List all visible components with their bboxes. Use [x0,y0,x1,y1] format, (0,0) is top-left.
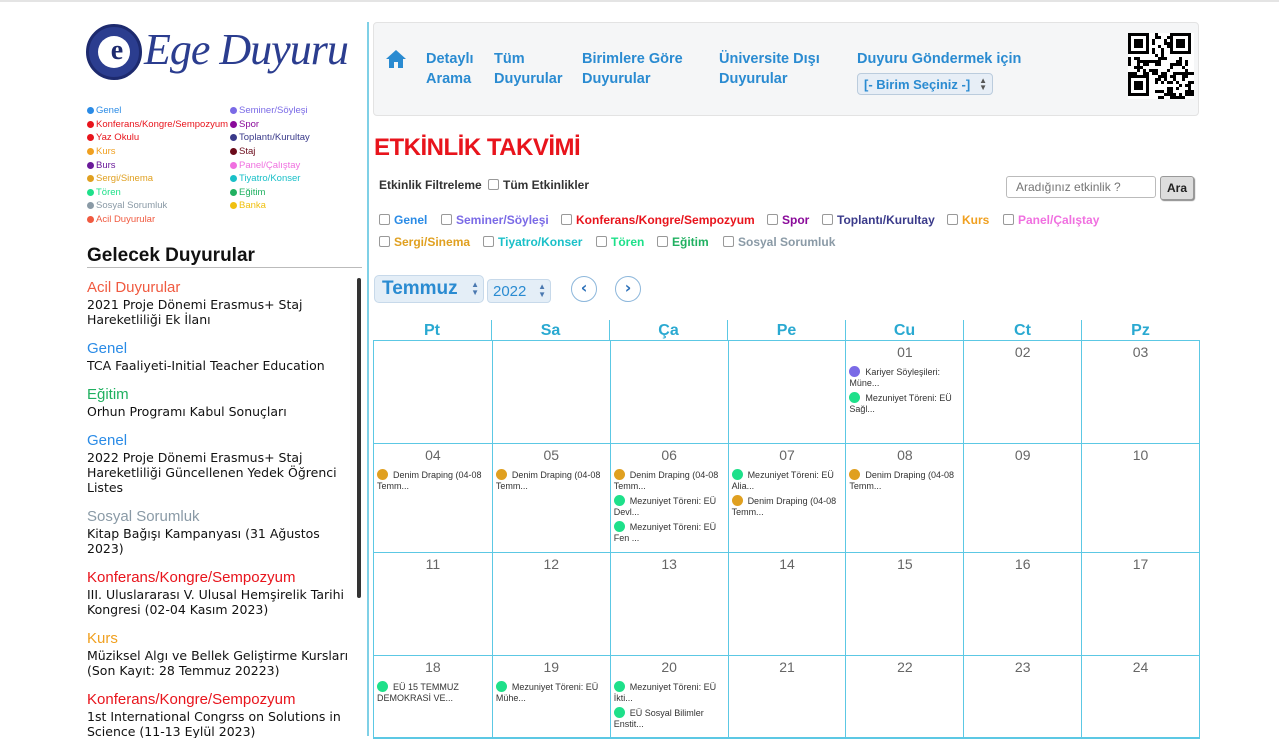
event-dot-icon [614,469,625,480]
legend-dot-icon [87,148,94,155]
event-dot-icon [732,495,743,506]
year-select[interactable]: 2022 ▲ ▼ [487,279,551,303]
day-number: 23 [1014,659,1031,675]
legend-dot-icon [87,189,94,196]
calendar-day[interactable] [610,553,728,656]
event-dot-icon [377,681,388,692]
next-month-button[interactable] [615,276,641,302]
legend-label: Banka [239,200,266,212]
legend-dot-icon [230,202,237,209]
calendar-grid [373,340,1200,739]
legend-label: Spor [239,118,260,130]
upcoming-item[interactable] [87,278,355,327]
upcoming-item[interactable] [87,568,355,617]
upcoming-text[interactable]: TCA Faaliyeti-Initial Teacher Education [87,358,325,373]
legend-item[interactable] [87,145,228,159]
page-title: ETKİNLİK TAKVİMİ [374,134,581,161]
calendar-day[interactable] [728,553,846,656]
event-dot-icon [496,681,507,692]
event-title: Denim Draping (04-08 [865,470,954,480]
calendar-day[interactable] [610,656,728,738]
event-title-cont: Fen ... [613,533,640,543]
upcoming-list [87,278,355,738]
calendar-day[interactable] [610,444,728,553]
category-filter-label: Toplantı/Kurultay [837,213,935,227]
event-title: Denim Draping (04-08 [511,470,601,480]
day-number: 24 [1132,659,1149,675]
legend-label: Acil Duyurular [96,214,156,226]
day-number [493,341,610,363]
legend-item[interactable] [230,118,310,132]
event-dot-icon [849,366,860,377]
all-events-checkbox[interactable]: Tüm Etkinlikler [488,178,589,192]
checkbox-icon[interactable] [441,214,452,225]
calendar-empty-cell [728,341,846,444]
category-filter[interactable] [947,213,989,227]
upcoming-text[interactable]: III. Uluslararası V. Ulusal Hemşirelik Tarihi Kongresi (02-04 Kasım 2023) [87,587,345,617]
event-title-cont: DEMOKRASİ VE... [377,693,454,703]
legend-label: Konferans/Kongre/Sempozyum [96,118,229,130]
calendar-event[interactable] [611,704,728,730]
day-of-week: Pt [424,322,440,339]
event-title-cont: İkti... [613,693,633,703]
calendar-day[interactable] [1081,341,1199,444]
category-filter[interactable] [483,235,582,249]
event-title-cont: Devl... [613,507,640,517]
legend-item[interactable] [87,118,228,132]
event-dot-icon [849,392,860,403]
day-number: 05 [543,447,560,463]
event-title: Mezuniyet Töreni: EÜ [747,470,834,480]
home-icon[interactable] [385,49,407,69]
upcoming-item[interactable] [87,507,355,556]
calendar-day[interactable] [963,553,1081,656]
calendar-event[interactable] [611,492,728,518]
day-of-week: Ct [963,320,1081,340]
legend-item[interactable] [87,199,228,213]
upcoming-category[interactable]: Acil Duyurular [87,279,181,296]
category-filter[interactable] [657,235,709,249]
checkbox-icon[interactable] [379,236,390,247]
day-number: 22 [897,659,913,675]
checkbox-icon[interactable] [767,214,778,225]
upcoming-item[interactable] [87,385,355,419]
legend-dot-icon [87,107,94,114]
category-filter-label: Seminer/Söyleşi [456,213,549,227]
day-number: 11 [425,556,441,572]
calendar-header [373,320,1200,340]
legend-item[interactable] [87,172,228,186]
event-title: Denim Draping (04-08 [629,470,719,480]
category-filter-label: Spor [782,213,810,227]
category-filter[interactable] [822,213,935,227]
event-dot-icon [614,495,625,506]
legend-dot-icon [230,162,237,169]
legend-label: Toplantı/Kurultay [239,132,310,144]
calendar-day[interactable] [845,656,963,738]
checkbox-icon[interactable] [379,214,390,225]
event-title-cont: Müne... [849,378,880,388]
event-dot-icon [614,521,625,532]
calendar-event[interactable] [846,389,963,415]
day-number: 03 [1132,344,1149,360]
upcoming-category[interactable]: Eğitim [87,386,129,403]
legend-item[interactable] [87,213,228,227]
day-number: 21 [779,659,795,675]
category-filter-label: Sergi/Sinema [394,235,471,249]
calendar-day[interactable] [963,444,1081,553]
day-number: 20 [661,659,677,675]
legend-dot-icon [87,134,94,141]
event-dot-icon [377,469,388,480]
legend-item[interactable] [87,104,228,118]
event-dot-icon [849,469,860,480]
legend-label: Seminer/Söyleşi [239,105,308,117]
legend-label: Yaz Okulu [96,132,140,144]
column-separator [367,22,369,736]
legend-dot-icon [230,121,237,128]
checkbox-icon[interactable] [657,236,668,247]
upcoming-category[interactable]: Genel [87,432,128,449]
calendar-empty-cell [492,341,610,444]
calendar-day[interactable] [963,341,1081,444]
calendar-event[interactable] [729,466,846,492]
legend-dot-icon [87,175,94,182]
calendar-event[interactable] [493,678,610,704]
event-title: Kariyer Söyleşileri: [865,367,940,377]
upcoming-scrollbar[interactable] [357,278,361,598]
legend-label: Burs [96,159,116,171]
legend-dot-icon [230,134,237,141]
category-filter-label: Sosyal Sorumluk [738,235,836,249]
day-number: 02 [1014,344,1031,360]
calendar-event[interactable] [846,363,963,389]
category-filter-label: Konferans/Kongre/Sempozyum [576,213,755,227]
checkbox-icon[interactable] [947,214,958,225]
legend-label: Eğitim [239,186,266,198]
day-of-week: Pz [1081,320,1199,340]
category-filter[interactable] [379,213,427,227]
legend-item[interactable] [230,145,310,159]
upcoming-item[interactable] [87,431,355,495]
legend-item[interactable] [87,131,228,145]
calendar-empty-cell [610,341,728,444]
event-title: Denim Draping (04-08 [393,470,482,480]
day-number: 15 [897,556,913,572]
checkbox-icon[interactable] [561,214,572,225]
upcoming-text[interactable]: 2021 Proje Dönemi Erasmus+ Staj Hareketliliği Ek İlanı [87,297,303,327]
event-dot-icon [614,707,625,718]
event-title: EÜ Sosyal Bilimler [629,708,704,718]
nav-universite-disi[interactable]: Üniversite Dışı Duyurular [719,51,820,87]
calendar-day[interactable] [1081,656,1199,738]
day-number: 06 [661,447,677,463]
calendar-event[interactable] [493,466,610,492]
legend-label: Panel/Çalıştay [239,159,301,171]
upcoming-item[interactable] [87,339,355,373]
site-logo[interactable] [86,22,358,82]
day-number: 19 [543,659,560,675]
calendar-day[interactable] [1081,553,1199,656]
legend-label: Tören [96,186,121,198]
day-number: 16 [1014,556,1031,572]
legend-dot-icon [87,216,94,223]
calendar-empty-cell [374,341,492,444]
calendar-day[interactable] [374,553,492,656]
calendar-event[interactable] [846,466,963,492]
category-filter-label: Kurs [962,213,990,227]
search-button[interactable]: Ara [1160,176,1194,200]
day-of-week: Sa [491,320,609,340]
category-filter[interactable] [561,213,755,227]
calendar-day[interactable] [1081,444,1199,553]
event-search-input[interactable] [1006,176,1156,198]
event-title-cont: Mühe... [495,693,526,703]
event-title-cont: Temm... [495,481,528,491]
legend-item[interactable] [87,158,228,172]
checkbox-icon[interactable] [723,236,734,247]
calendar-day[interactable] [845,553,963,656]
legend-item[interactable] [230,199,310,213]
event-title-cont: Temm... [731,507,764,517]
legend-label: Sergi/Sinema [96,173,154,185]
event-title-cont: Temm... [377,481,410,491]
checkbox-icon[interactable] [1003,214,1014,225]
day-of-week: Pe [727,320,845,340]
event-title: Mezuniyet Töreni: EÜ [629,496,717,506]
upcoming-item[interactable] [87,690,355,738]
checkbox-icon[interactable] [596,236,607,247]
calendar-event[interactable] [729,492,846,518]
event-title-cont: Temm... [613,481,646,491]
upcoming-text[interactable]: Kitap Bağışı Kampanyası (31 Ağustos 2023) [87,526,320,556]
upcoming-category[interactable]: Konferans/Kongre/Sempozyum [87,569,296,586]
birim-select[interactable]: [- Birim Seçiniz -] ▲ ▼ [857,73,993,95]
day-number [611,341,728,363]
prev-month-button[interactable] [571,276,597,302]
event-title: Mezuniyet Töreni: EÜ [511,682,599,692]
university-seal-icon: e [86,24,142,80]
calendar-day[interactable] [845,341,963,444]
logo-text: Ege Duyuru [144,25,348,74]
event-dot-icon [496,469,507,480]
chevron-left-icon: ‹ [580,278,588,297]
day-of-week: Ça [609,320,727,340]
legend-item[interactable] [230,172,310,186]
event-dot-icon [614,681,625,692]
day-number: 08 [897,447,913,463]
legend-label: Sosyal Sorumluk [96,200,168,212]
nav-tum-duyurular[interactable]: Tüm Duyurular [494,51,563,87]
category-filter[interactable] [441,213,549,227]
day-number: 14 [779,556,795,572]
chevron-right-icon: › [624,278,632,297]
upcoming-text[interactable]: Orhun Programı Kabul Sonuçları [87,404,287,419]
upcoming-text[interactable]: Müziksel Algı ve Bellek Geliştirme Kursları (Son Kayıt: 28 Temmuz 20223) [87,648,349,678]
day-number: 10 [1132,447,1149,463]
legend-label: Tiyatro/Konser [239,173,301,185]
category-filter-label: Eğitim [672,235,709,249]
category-filter[interactable] [723,235,835,249]
upcoming-text[interactable]: 1st International Congrss on Solutions in Science (11-13 Eylül 2023) [87,709,341,738]
legend-label: Genel [96,105,122,117]
divider [87,267,362,268]
day-number: 07 [779,447,795,463]
legend-item[interactable] [230,131,310,145]
day-number: 01 [897,344,913,360]
month-select[interactable]: Temmuz ▲ ▼ [374,275,484,303]
calendar-event[interactable] [611,466,728,492]
legend-dot-icon [87,121,94,128]
category-filter-label: Panel/Çalıştay [1018,213,1100,227]
event-title: Mezuniyet Töreni: EÜ [865,393,952,403]
calendar-day[interactable] [492,444,610,553]
upcoming-text[interactable]: 2022 Proje Dönemi Erasmus+ Staj Hareketliliği Güncellenen Yedek Öğrenci Listes [87,450,337,495]
event-title-cont: Enstit... [613,719,644,729]
day-number [374,341,492,363]
legend-item[interactable] [87,186,228,200]
checkbox-icon[interactable] [483,236,494,247]
top-nav [373,22,1199,116]
nav-duyuru-gonder: Duyuru Göndermek için [857,51,1022,67]
category-filter[interactable] [767,213,809,227]
calendar-day[interactable] [845,444,963,553]
calendar-day[interactable] [728,656,846,738]
legend-label: Staj [239,146,256,158]
checkbox-icon[interactable] [822,214,833,225]
day-number: 04 [425,447,441,463]
category-filter-label: Tören [611,235,645,249]
legend-item[interactable] [230,186,310,200]
category-filter[interactable] [379,235,470,249]
nav-detayli-arama[interactable]: Detaylı Arama [426,51,474,87]
legend-dot-icon [230,189,237,196]
qr-code-icon [1128,33,1194,99]
upcoming-category[interactable]: Konferans/Kongre/Sempozyum [87,691,296,708]
event-title-cont: Temm... [849,481,882,491]
calendar-event[interactable] [611,518,728,544]
legend-dot-icon [87,202,94,209]
event-title-cont: Sağl... [849,404,875,414]
category-filter[interactable] [596,235,644,249]
legend-dot-icon [230,148,237,155]
legend-dot-icon [230,107,237,114]
calendar-event[interactable] [611,678,728,704]
filter-label: Etkinlik Filtreleme [379,178,482,192]
calendar-day[interactable] [374,656,492,738]
day-of-week: Cu [845,320,963,340]
day-number: 17 [1132,556,1149,572]
category-filter-label: Genel [394,213,428,227]
event-title: Denim Draping (04-08 [747,496,837,506]
calendar-event[interactable] [374,678,492,704]
checkbox-icon[interactable] [488,179,499,190]
day-number: 13 [661,556,677,572]
upcoming-category[interactable]: Kurs [87,630,118,647]
nav-birimlere-gore[interactable]: Birimlere Göre Duyurular [582,51,683,87]
upcoming-category[interactable]: Genel [87,340,128,357]
calendar-day[interactable] [492,553,610,656]
category-filter[interactable] [1003,213,1099,227]
calendar-day[interactable] [374,444,492,553]
upcoming-title: Gelecek Duyurular [87,245,255,266]
calendar-day[interactable] [963,656,1081,738]
event-title: Mezuniyet Töreni: EÜ [629,522,717,532]
calendar-day[interactable] [492,656,610,738]
day-number: 12 [543,556,560,572]
legend-dot-icon [87,162,94,169]
legend-label: Kurs [96,146,116,158]
legend-dot-icon [230,175,237,182]
day-number: 09 [1014,447,1031,463]
event-title-cont: Alia... [731,481,755,491]
legend-item[interactable] [230,158,310,172]
event-dot-icon [732,469,743,480]
upcoming-category[interactable]: Sosyal Sorumluk [87,508,200,525]
upcoming-item[interactable] [87,629,355,678]
legend-item[interactable] [230,104,310,118]
event-title: Mezuniyet Töreni: EÜ [629,682,717,692]
left-sidebar [0,2,368,736]
category-filter-label: Tiyatro/Konser [498,235,583,249]
calendar-event[interactable] [374,466,492,492]
day-number [729,341,846,363]
event-calendar [373,320,1200,739]
event-title: EÜ 15 TEMMUZ [393,682,459,692]
calendar-day[interactable] [728,444,846,553]
day-number: 18 [425,659,441,675]
